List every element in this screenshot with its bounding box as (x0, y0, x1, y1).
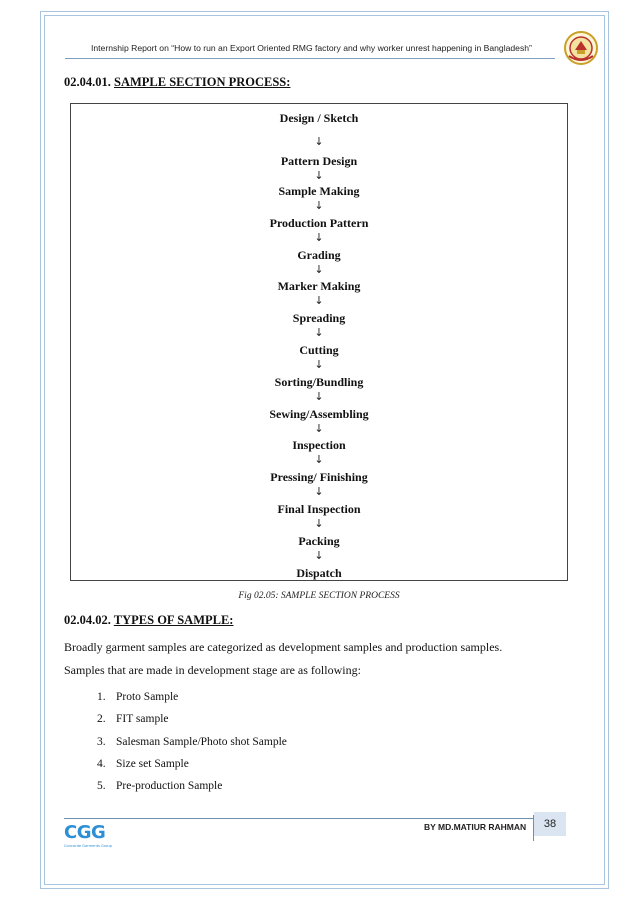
down-arrow-icon: ↓ (314, 326, 324, 339)
list-text: Proto Sample (116, 691, 179, 703)
flow-step: Production Pattern (269, 216, 369, 230)
list-item (97, 780, 222, 792)
flow-step: Final Inspection (277, 502, 361, 516)
down-arrow-icon: ↓ (314, 199, 324, 212)
down-arrow-icon: ↓ (314, 517, 324, 530)
flow-step: Spreading (292, 311, 346, 325)
flow-step: Grading (297, 248, 341, 262)
process-flowchart (70, 103, 568, 581)
flow-step: Sorting/Bundling (274, 375, 364, 389)
down-arrow-icon: ↓ (314, 169, 324, 182)
list-item (97, 736, 287, 748)
down-arrow-icon: ↓ (314, 390, 324, 403)
list-text: Pre-production Sample (116, 780, 223, 792)
list-item (97, 713, 169, 725)
section-heading (64, 75, 290, 90)
flow-step: Sample Making (278, 184, 360, 198)
list-number: 5. (97, 780, 106, 792)
subsection-title: TYPES OF SAMPLE: (113, 613, 234, 627)
list-item (97, 691, 178, 703)
company-logo-subtext: Concorde Garments Group (64, 844, 112, 848)
footer-divider (64, 818, 566, 819)
flow-step: Marker Making (277, 279, 361, 293)
down-arrow-icon: ↓ (314, 422, 324, 435)
list-text: Size set Sample (116, 758, 189, 770)
paragraph: Broadly garment samples are categorized as development samples and production samples. (64, 640, 503, 654)
flow-step: Dispatch (296, 566, 342, 580)
down-arrow-icon: ↓ (314, 294, 324, 307)
company-logo-text: CGG (64, 822, 106, 843)
list-number: 1. (97, 691, 106, 703)
section-number: 02.04.01. (64, 75, 111, 89)
paragraph: Samples that are made in development stage are as following: (64, 663, 361, 677)
list-text: Salesman Sample/Photo shot Sample (116, 736, 287, 748)
subsection-number: 02.04.02. (64, 613, 111, 627)
running-header: Internship Report on “How to run an Export Oriented RMG factory and why worker unrest happening in Bangladesh” (91, 43, 532, 53)
section-title: SAMPLE SECTION PROCESS: (114, 75, 291, 89)
down-arrow-icon: ↓ (314, 485, 324, 498)
flow-step: Pattern Design (280, 154, 358, 168)
university-seal-icon (563, 30, 599, 66)
flow-step: Packing (298, 534, 340, 548)
list-number: 4. (97, 758, 106, 770)
flow-step: Cutting (299, 343, 339, 357)
down-arrow-icon: ↓ (314, 263, 324, 276)
flow-step: Inspection (292, 438, 346, 452)
page-number: 38 (534, 812, 566, 836)
down-arrow-icon: ↓ (314, 135, 324, 148)
flow-step: Sewing/Assembling (269, 407, 369, 421)
list-number: 3. (97, 736, 106, 748)
list-number: 2. (97, 713, 106, 725)
down-arrow-icon: ↓ (314, 231, 324, 244)
down-arrow-icon: ↓ (314, 358, 324, 371)
down-arrow-icon: ↓ (314, 453, 324, 466)
flow-step: Design / Sketch (279, 111, 359, 125)
list-text: FIT sample (116, 713, 169, 725)
subsection-heading (64, 613, 233, 628)
list-item (97, 758, 189, 770)
footer-author: BY MD.MATIUR RAHMAN (424, 822, 527, 832)
figure-caption: Fig 02.05: SAMPLE SECTION PROCESS (238, 591, 400, 601)
header-divider (65, 58, 555, 59)
down-arrow-icon: ↓ (314, 549, 324, 562)
flow-step: Pressing/ Finishing (270, 470, 368, 484)
company-logo (64, 823, 112, 853)
